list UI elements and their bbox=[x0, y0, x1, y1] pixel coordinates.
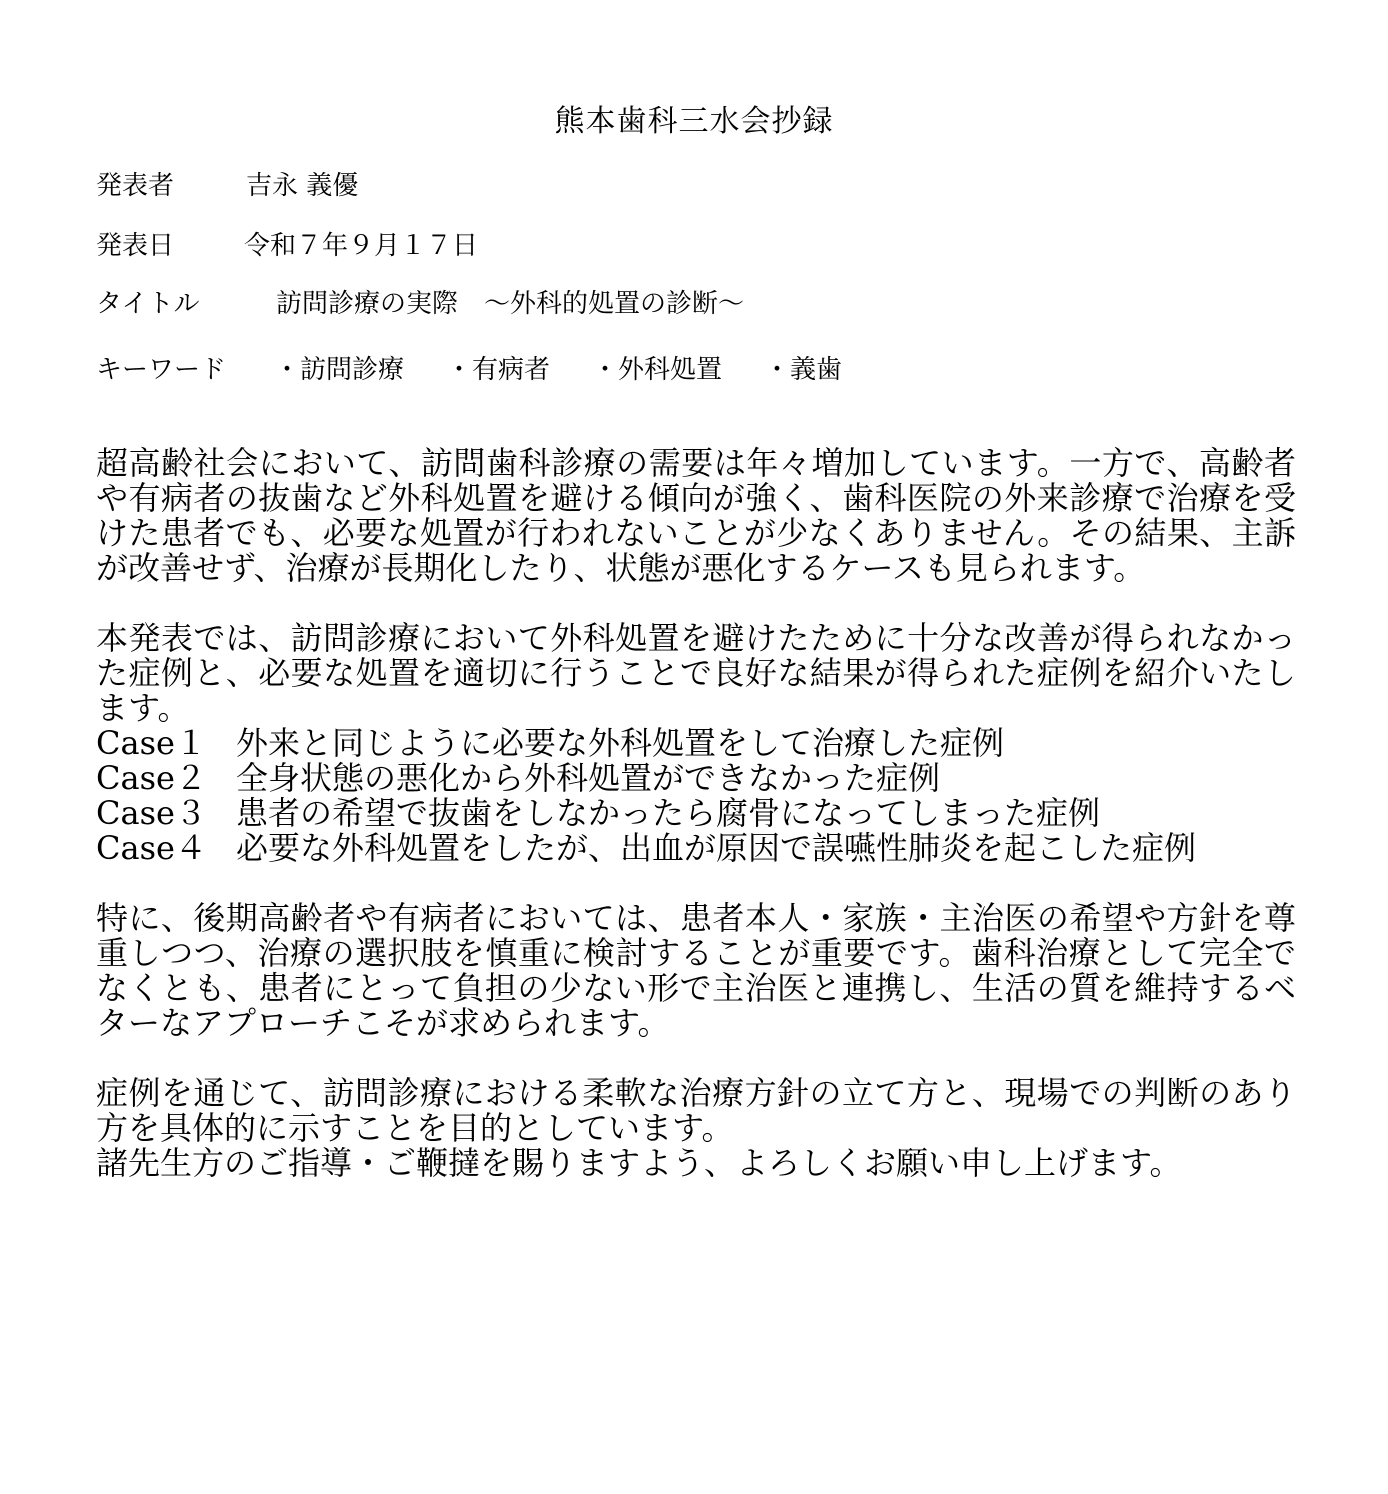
keyword-item: ・義歯 bbox=[764, 355, 843, 385]
intro-paragraph: 超高齢社会において、訪問歯科診療の需要は年々増加しています。一方で、高齢者や有病者の抜歯など外科処置を避ける傾向が強く、歯科医院の外来診療で治療を受けた患者でも、必要な処置が行われないことが少なくありません。その結果、主訴が改善せず、治療が長期化したり、状態が悪化するケースも見られます。 bbox=[96, 444, 1296, 587]
purpose-paragraph: 本発表では、訪問診療において外科処置を避けたために十分な改善が得られなかった症例と、必要な処置を適切に行うことで良好な結果が得られた症例を紹介いたします。 bbox=[96, 619, 1296, 727]
paragraph-spacer bbox=[96, 586, 1296, 621]
date-value: 令和７年９月１７日 bbox=[244, 231, 479, 261]
paragraph-spacer bbox=[96, 1041, 1296, 1076]
discussion-paragraph: 特に、後期高齢者や有病者においては、患者本人・家族・主治医の希望や方針を尊重しつつ、治療の選択肢を慎重に検討することが重要です。歯科治療として完全でなくとも、患者にとって負担の少ない形で主治医と連携し、生活の質を維持するベターなアプローチこそが求められます。 bbox=[96, 899, 1296, 1042]
case-label: Case２ bbox=[96, 759, 207, 797]
case-text: 全身状態の悪化から外科処置ができなかった症例 bbox=[236, 759, 941, 797]
date-label: 発表日 bbox=[96, 231, 175, 261]
presentation-title-row bbox=[96, 286, 744, 322]
abstract-body bbox=[96, 446, 1296, 1181]
closing-paragraph: 諸先生方のご指導・ご鞭撻を賜りますよう、よろしくお願い申し上げます。 bbox=[96, 1144, 1182, 1182]
case-label: Case１ bbox=[96, 724, 207, 762]
case-text: 患者の希望で抜歯をしなかったら腐骨になってしまった症例 bbox=[236, 794, 1101, 832]
date-row bbox=[96, 228, 478, 264]
keywords-row bbox=[96, 352, 884, 388]
objective-paragraph: 症例を通じて、訪問診療における柔軟な治療方針の立て方と、現場での判断のあり方を具体的に示すことを目的としています。 bbox=[96, 1074, 1296, 1147]
case-item bbox=[96, 726, 1296, 761]
presentation-title-value: 訪問診療の実際 ～外科的処置の診断～ bbox=[276, 289, 745, 319]
presentation-title-label: タイトル bbox=[96, 289, 200, 319]
keyword-item: ・外科処置 bbox=[592, 355, 723, 385]
keywords-label: キーワード bbox=[96, 355, 227, 385]
paragraph-spacer bbox=[96, 866, 1296, 901]
document-title: 熊本歯科三水会抄録 bbox=[554, 104, 834, 139]
presenter-name: 吉永 義優 bbox=[246, 171, 359, 201]
case-label: Case３ bbox=[96, 794, 207, 832]
case-item bbox=[96, 796, 1296, 831]
case-text: 必要な外科処置をしたが、出血が原因で誤嚥性肺炎を起こした症例 bbox=[236, 829, 1197, 867]
case-item bbox=[96, 831, 1296, 866]
case-label: Case４ bbox=[96, 829, 207, 867]
presenter-label: 発表者 bbox=[96, 171, 175, 201]
keyword-item: ・有病者 bbox=[446, 355, 551, 385]
presenter-row bbox=[96, 168, 358, 204]
case-item bbox=[96, 761, 1296, 796]
case-text: 外来と同じように必要な外科処置をして治療した症例 bbox=[236, 724, 1005, 762]
keyword-item: ・訪問診療 bbox=[274, 355, 405, 385]
